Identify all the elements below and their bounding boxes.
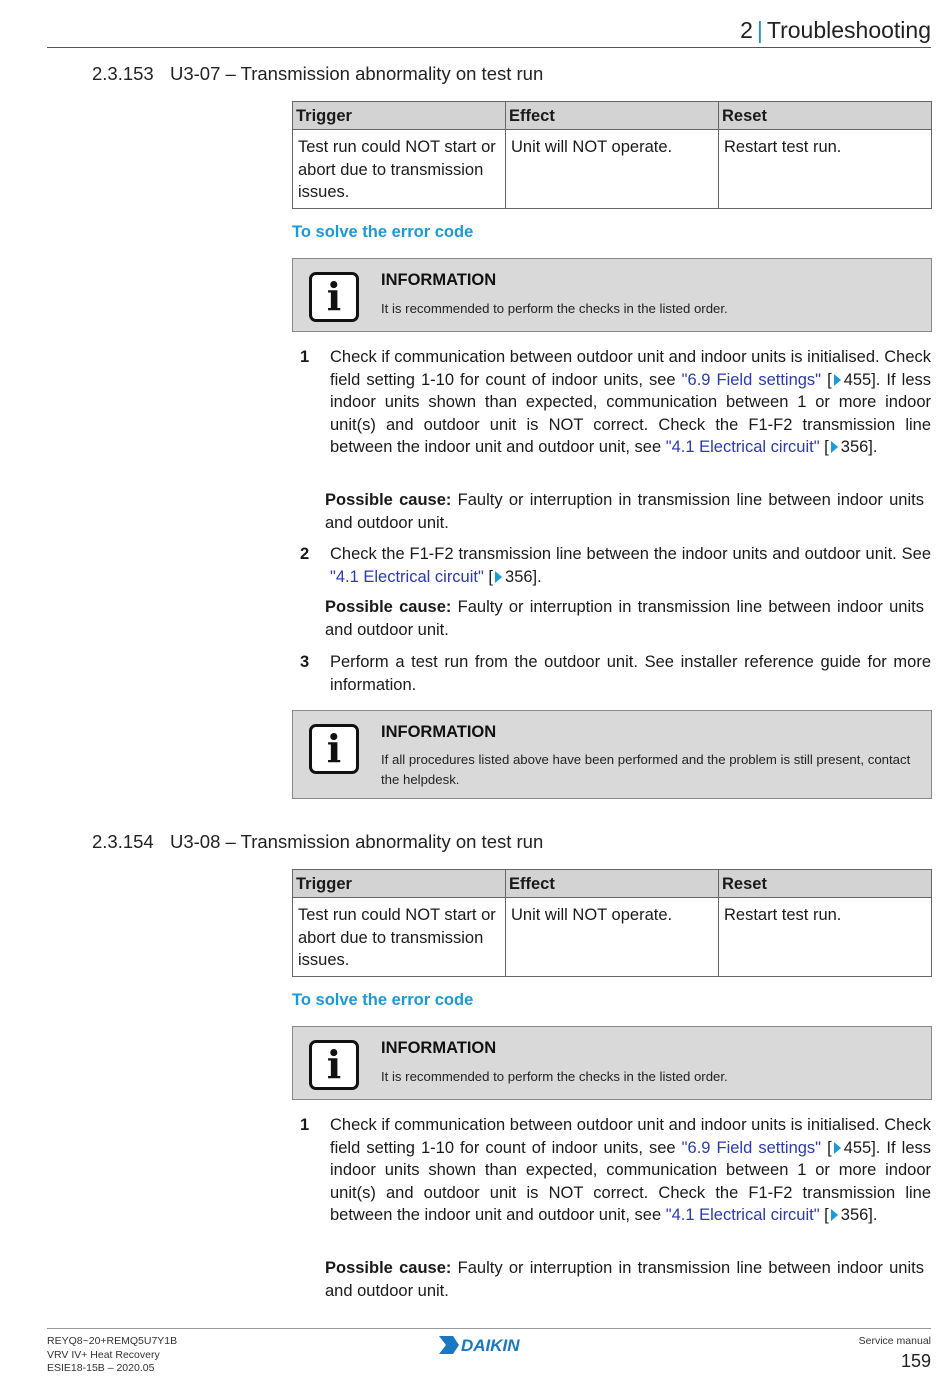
table-row [293, 898, 932, 977]
section-title: U3-07 – Transmission abnormality on test run [170, 63, 544, 84]
footer-manual-type: Service manual [858, 1335, 931, 1347]
solve-heading: To solve the error code [292, 991, 474, 1009]
info-icon: i [309, 1040, 359, 1090]
page-footer [47, 1328, 931, 1374]
possible-cause [325, 1257, 924, 1302]
footer-product: VRV IV+ Heat Recovery [47, 1348, 160, 1361]
section-number: 2.3.154 [92, 831, 154, 852]
list-item [300, 651, 931, 696]
spec-table-u3-08 [292, 869, 932, 977]
daikin-logo-icon [439, 1335, 539, 1355]
page-ref-arrow-icon [831, 441, 838, 453]
info-icon: i [309, 724, 359, 774]
footer-model: REYQ8~20+REMQ5U7Y1B [47, 1335, 178, 1347]
footer-doc-info [47, 1335, 177, 1376]
table-row [293, 130, 932, 209]
chapter-name: Troubleshooting [766, 17, 931, 43]
info-title: INFORMATION [381, 1039, 497, 1057]
list-item [300, 543, 931, 588]
chapter-number: 2 [740, 17, 753, 43]
page-ref-arrow-icon [834, 1142, 841, 1154]
step-text: Check if communication between outdoor unit and indoor units is initialised. Check field setting 1-10 for count of indoor units, see "6.9 Field settings" [ 455]. If less indoor units shown than expected, communication between 1 or more indoor unit(s) and outdoor unit is NOT correct. Check the F1-F2 transmission line between the indoor unit and outdoor unit, see "4.1 Electrical circuit" [ 356]. [330, 348, 931, 456]
info-text: It is recommended to perform the checks in the listed order. [381, 1069, 728, 1084]
table-header-effect: Effect [506, 102, 719, 130]
info-box [292, 1026, 932, 1100]
step-text: Perform a test run from the outdoor unit. See installer reference guide for more information. [330, 653, 931, 694]
step-text: Check if communication between outdoor unit and indoor units is initialised. Check field setting 1-10 for count of indoor units, see "6.9 Field settings" [ 455]. If less indoor units shown than expected, communication between 1 or more indoor unit(s) and outdoor unit is NOT correct. Check the F1-F2 transmission line between the indoor unit and outdoor unit, see "4.1 Electrical circuit" [ 356]. [330, 1116, 931, 1224]
possible-cause-text: Faulty or interruption in transmission line between indoor units and outdoor unit. [325, 1259, 924, 1300]
list-item [300, 1114, 931, 1227]
table-cell-reset: Restart test run. [719, 898, 932, 977]
table-cell-trigger: Test run could NOT start or abort due to transmission issues. [293, 130, 506, 209]
step-number: 1 [300, 348, 310, 366]
list-item [300, 346, 931, 459]
info-icon: i [309, 272, 359, 322]
info-box [292, 710, 932, 799]
possible-cause [325, 596, 924, 641]
page-ref-arrow-icon [831, 1209, 838, 1221]
page-header [47, 14, 931, 48]
possible-cause-text: Faulty or interruption in transmission line between indoor units and outdoor unit. [325, 598, 924, 639]
possible-cause-text: Faulty or interruption in transmission line between indoor units and outdoor unit. [325, 491, 924, 532]
table-header-reset: Reset [719, 870, 932, 898]
link-electrical-circuit[interactable]: "4.1 Electrical circuit" [665, 1206, 820, 1224]
info-title: INFORMATION [381, 723, 497, 741]
possible-cause-label: Possible cause: [325, 491, 452, 509]
link-field-settings[interactable]: "6.9 Field settings" [681, 1138, 822, 1157]
table-cell-trigger: Test run could NOT start or abort due to transmission issues. [293, 898, 506, 977]
daikin-logo-mark [439, 1336, 459, 1354]
table-header-effect: Effect [506, 870, 719, 898]
info-text: If all procedures listed above have been performed and the problem is still present, contact the helpdesk. [381, 752, 911, 787]
table-header-reset: Reset [719, 102, 932, 130]
possible-cause [325, 489, 924, 534]
info-text: It is recommended to perform the checks in the listed order. [381, 301, 728, 316]
section-number: 2.3.153 [92, 63, 154, 84]
possible-cause-label: Possible cause: [325, 1259, 452, 1277]
section-heading-u3-08 [92, 831, 543, 853]
daikin-logo-text: DAIKIN [461, 1336, 520, 1355]
step-number: 1 [300, 1116, 310, 1134]
table-cell-effect: Unit will NOT operate. [506, 898, 719, 977]
solve-heading: To solve the error code [292, 223, 474, 241]
chapter-separator: | [756, 17, 763, 43]
page-ref-arrow-icon [834, 374, 841, 386]
table-header-trigger: Trigger [293, 102, 506, 130]
table-cell-effect: Unit will NOT operate. [506, 130, 719, 209]
spec-table-u3-07 [292, 101, 932, 209]
table-cell-reset: Restart test run. [719, 130, 932, 209]
section-title: U3-08 – Transmission abnormality on test run [170, 831, 544, 852]
step-number: 2 [300, 545, 310, 563]
step-number: 3 [300, 653, 310, 671]
chapter-title [740, 17, 931, 44]
table-header-trigger: Trigger [293, 870, 506, 898]
info-title: INFORMATION [381, 271, 497, 289]
possible-cause-label: Possible cause: [325, 598, 452, 616]
table-header-row [293, 102, 932, 130]
link-electrical-circuit[interactable]: "4.1 Electrical circuit" [330, 567, 484, 586]
page-number: 159 [900, 1351, 931, 1371]
step-text: Check the F1-F2 transmission line between the indoor units and outdoor unit. See "4.1 Electrical circuit" [ 356]. [330, 545, 931, 586]
link-field-settings[interactable]: "6.9 Field settings" [681, 370, 822, 389]
table-header-row [293, 870, 932, 898]
section-heading-u3-07 [92, 63, 543, 85]
page-ref-arrow-icon [495, 571, 502, 583]
footer-doc-id: ESIE18-15B – 2020.05 [47, 1362, 155, 1374]
info-box [292, 258, 932, 332]
link-electrical-circuit[interactable]: "4.1 Electrical circuit" [665, 438, 820, 456]
